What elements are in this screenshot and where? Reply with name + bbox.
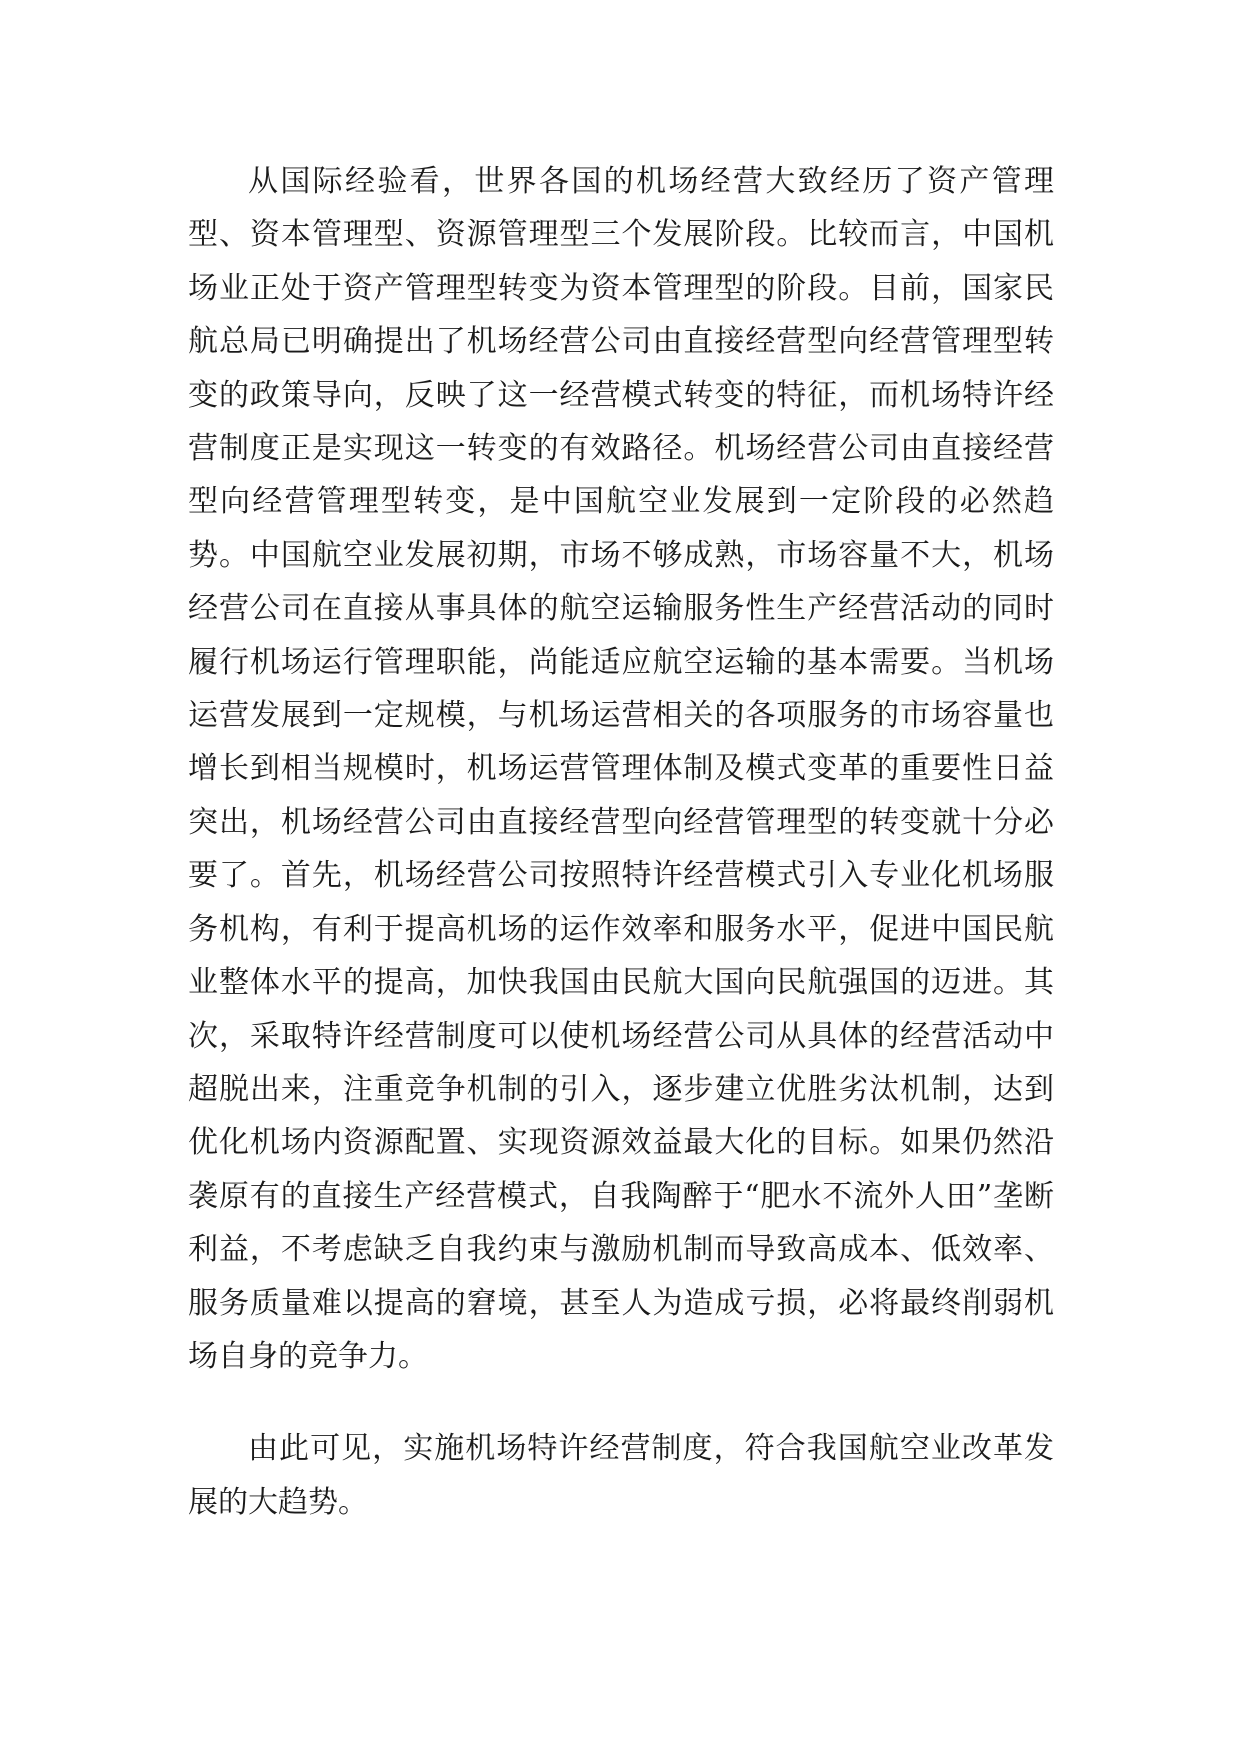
paragraph-1: 从国际经验看，世界各国的机场经营大致经历了资产管理型、资本管理型、资源管理型三个发展阶段。比较而言，中国机场业正处于资产管理型转变为资本管理型的阶段。目前，国家民航总局已明确提出了机场经营公司由直接经营型向经营管理型转变的政策导向，反映了这一经营模式转变的特征，而机场特许经营制度正是实现这一转变的有效路径。机场经营公司由直接经营型向经营管理型转变，是中国航空业发展到一定阶段的必然趋势。中国航空业发展初期，市场不够成熟，市场容量不大，机场经营公司在直接从事具体的航空运输服务性生产经营活动的同时履行机场运行管理职能，尚能适应航空运输的基本需要。当机场运营发展到一定规模，与机场运营相关的各项服务的市场容量也增长到相当规模时，机场运营管理体制及模式变革的重要性日益突出，机场经营公司由直接经营型向经营管理型的转变就十分必要了。首先，机场经营公司按照特许经营模式引入专业化机场服务机构，有利于提高机场的运作效率和服务水平，促进中国民航业整体水平的提高，加快我国由民航大国向民航强国的迈进。其次，采取特许经营制度可以使机场经营公司从具体的经营活动中超脱出来，注重竞争机制的引入，逐步建立优胜劣汰机制，达到优化机场内资源配置、实现资源效益最大化的目标。如果仍然沿袭原有的直接生产经营模式，自我陶醉于“肥水不流外人田”垄断利益，不考虑缺乏自我约束与激励机制而导致高成本、低效率、服务质量难以提高的窘境，甚至人为造成亏损，必将最终削弱机场自身的竞争力。 <box>188 164 1054 1374</box>
document-body <box>188 155 1054 1529</box>
paragraph-2: 由此可见，实施机场特许经营制度，符合我国航空业改革发展的大趋势。 <box>188 1431 1054 1520</box>
